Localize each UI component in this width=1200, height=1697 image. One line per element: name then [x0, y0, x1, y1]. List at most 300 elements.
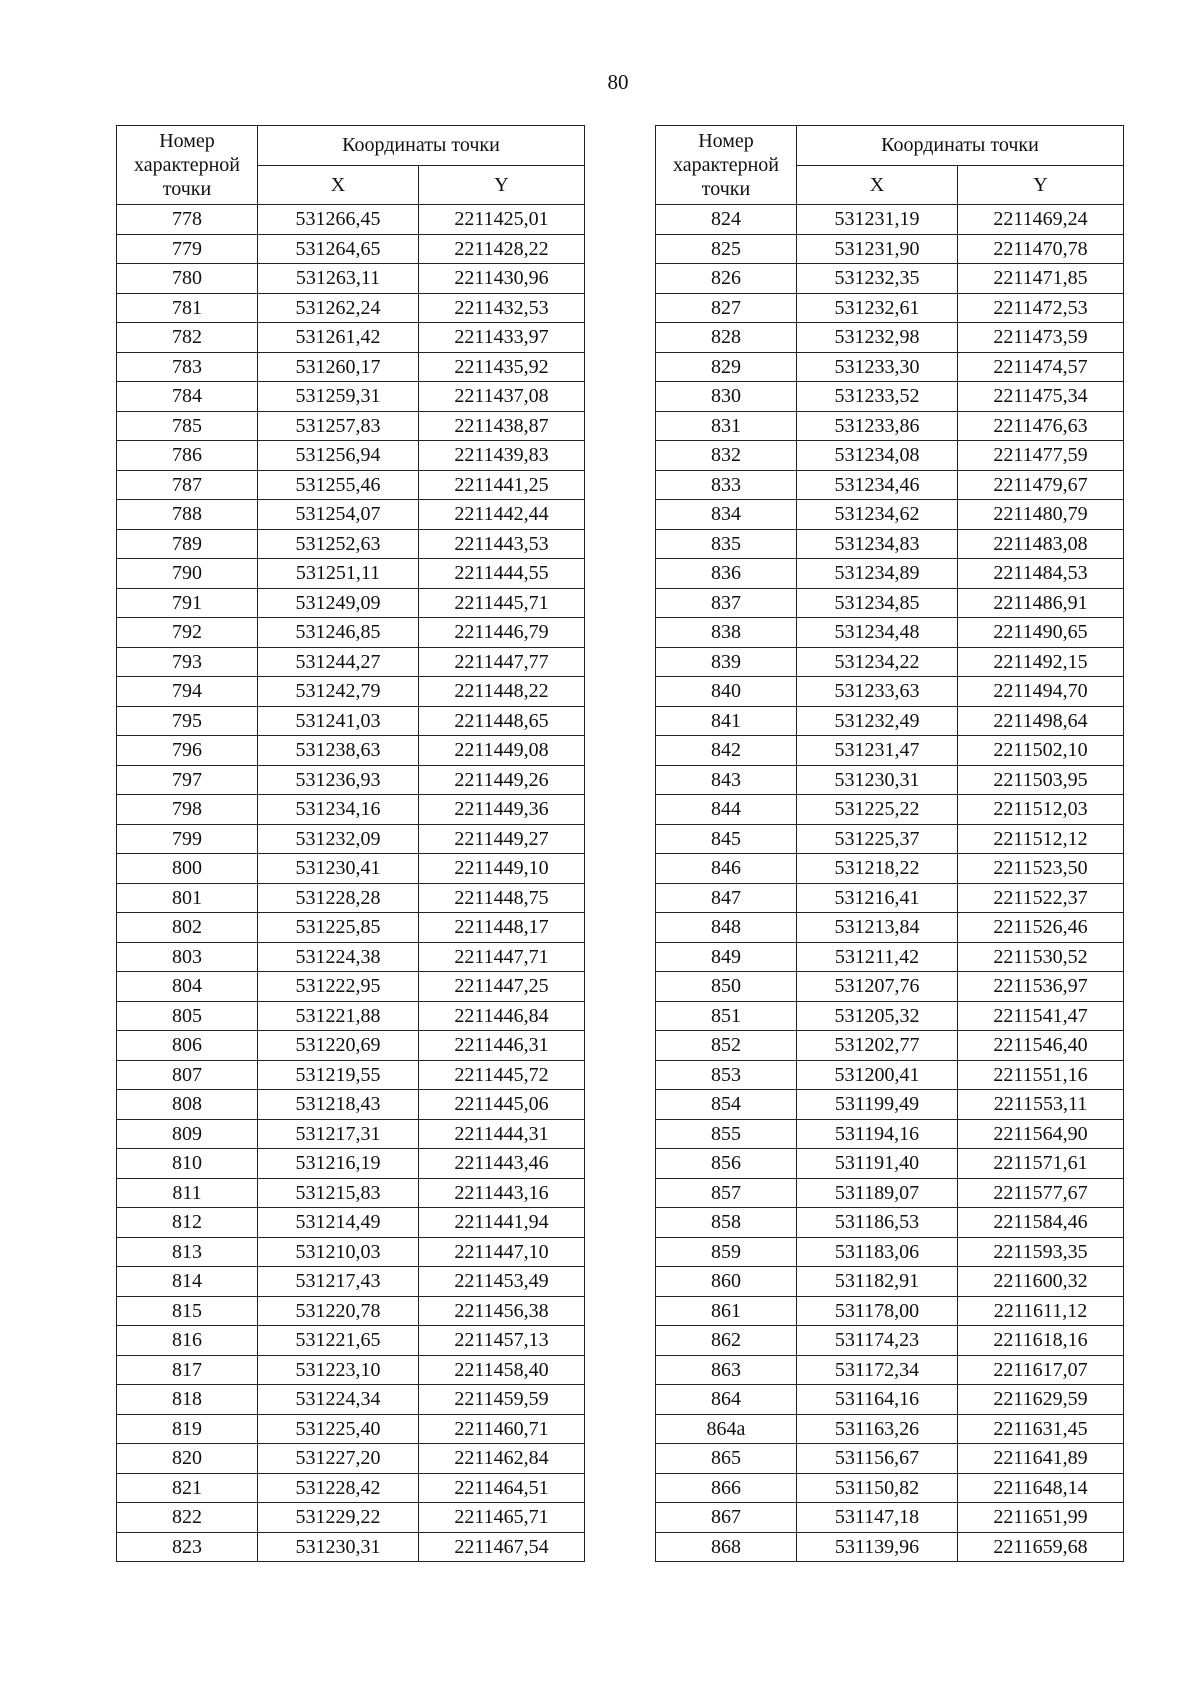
table-row [656, 1001, 1124, 1031]
point-number-cell: 820 [117, 1444, 258, 1474]
table-row [117, 972, 585, 1002]
table-row [656, 1060, 1124, 1090]
table-row [117, 264, 585, 294]
x-coordinate-cell: 531257,83 [258, 411, 419, 441]
table-row [656, 1237, 1124, 1267]
x-coordinate-cell: 531264,65 [258, 234, 419, 264]
x-coordinate-cell: 531234,85 [797, 588, 958, 618]
point-number-cell: 796 [117, 736, 258, 766]
table-row [117, 1031, 585, 1061]
x-coordinate-cell: 531150,82 [797, 1473, 958, 1503]
y-coordinate-cell: 2211641,89 [958, 1444, 1124, 1474]
x-coordinate-cell: 531231,90 [797, 234, 958, 264]
header-x: X [797, 165, 958, 205]
point-number-cell: 859 [656, 1237, 797, 1267]
x-coordinate-cell: 531244,27 [258, 647, 419, 677]
point-number-cell: 853 [656, 1060, 797, 1090]
point-number-cell: 799 [117, 824, 258, 854]
y-coordinate-cell: 2211503,95 [958, 765, 1124, 795]
point-number-cell: 822 [117, 1503, 258, 1533]
table-row [656, 677, 1124, 707]
y-coordinate-cell: 2211476,63 [958, 411, 1124, 441]
y-coordinate-cell: 2211428,22 [419, 234, 585, 264]
header-y: Y [958, 165, 1124, 205]
y-coordinate-cell: 2211536,97 [958, 972, 1124, 1002]
point-number-cell: 784 [117, 382, 258, 412]
x-coordinate-cell: 531246,85 [258, 618, 419, 648]
x-coordinate-cell: 531164,16 [797, 1385, 958, 1415]
y-coordinate-cell: 2211600,32 [958, 1267, 1124, 1297]
table-row [656, 972, 1124, 1002]
header-y: Y [419, 165, 585, 205]
x-coordinate-cell: 531232,49 [797, 706, 958, 736]
header-coordinates: Координаты точки [258, 126, 585, 166]
table-row [117, 1178, 585, 1208]
x-coordinate-cell: 531216,41 [797, 883, 958, 913]
table-row [656, 1149, 1124, 1179]
table-row [656, 1532, 1124, 1562]
y-coordinate-cell: 2211483,08 [958, 529, 1124, 559]
y-coordinate-cell: 2211460,71 [419, 1414, 585, 1444]
point-number-cell: 863 [656, 1355, 797, 1385]
y-coordinate-cell: 2211490,65 [958, 618, 1124, 648]
x-coordinate-cell: 531210,03 [258, 1237, 419, 1267]
x-coordinate-cell: 531234,89 [797, 559, 958, 589]
x-coordinate-cell: 531225,40 [258, 1414, 419, 1444]
x-coordinate-cell: 531214,49 [258, 1208, 419, 1238]
table-row [117, 1267, 585, 1297]
y-coordinate-cell: 2211448,17 [419, 913, 585, 943]
point-number-cell: 813 [117, 1237, 258, 1267]
x-coordinate-cell: 531262,24 [258, 293, 419, 323]
point-number-cell: 785 [117, 411, 258, 441]
y-coordinate-cell: 2211443,53 [419, 529, 585, 559]
point-number-cell: 810 [117, 1149, 258, 1179]
point-number-cell: 857 [656, 1178, 797, 1208]
y-coordinate-cell: 2211512,03 [958, 795, 1124, 825]
x-coordinate-cell: 531147,18 [797, 1503, 958, 1533]
x-coordinate-cell: 531233,52 [797, 382, 958, 412]
point-number-cell: 846 [656, 854, 797, 884]
point-number-cell: 788 [117, 500, 258, 530]
y-coordinate-cell: 2211551,16 [958, 1060, 1124, 1090]
table-row [117, 352, 585, 382]
table-row [117, 706, 585, 736]
y-coordinate-cell: 2211474,57 [958, 352, 1124, 382]
x-coordinate-cell: 531223,10 [258, 1355, 419, 1385]
y-coordinate-cell: 2211475,34 [958, 382, 1124, 412]
table-row [117, 559, 585, 589]
table-row [117, 854, 585, 884]
point-number-cell: 818 [117, 1385, 258, 1415]
table-body-right [656, 205, 1124, 1562]
x-coordinate-cell: 531238,63 [258, 736, 419, 766]
y-coordinate-cell: 2211446,79 [419, 618, 585, 648]
y-coordinate-cell: 2211629,59 [958, 1385, 1124, 1415]
table-row [117, 618, 585, 648]
y-coordinate-cell: 2211446,84 [419, 1001, 585, 1031]
y-coordinate-cell: 2211593,35 [958, 1237, 1124, 1267]
table-row [656, 529, 1124, 559]
x-coordinate-cell: 531224,38 [258, 942, 419, 972]
x-coordinate-cell: 531191,40 [797, 1149, 958, 1179]
y-coordinate-cell: 2211553,11 [958, 1090, 1124, 1120]
table-row [656, 1503, 1124, 1533]
point-number-cell: 787 [117, 470, 258, 500]
x-coordinate-cell: 531230,31 [258, 1532, 419, 1562]
x-coordinate-cell: 531233,63 [797, 677, 958, 707]
table-row [117, 942, 585, 972]
x-coordinate-cell: 531219,55 [258, 1060, 419, 1090]
x-coordinate-cell: 531216,19 [258, 1149, 419, 1179]
point-number-cell: 839 [656, 647, 797, 677]
table-row [117, 1355, 585, 1385]
table-row [656, 1444, 1124, 1474]
y-coordinate-cell: 2211449,27 [419, 824, 585, 854]
point-number-cell: 791 [117, 588, 258, 618]
x-coordinate-cell: 531199,49 [797, 1090, 958, 1120]
y-coordinate-cell: 2211472,53 [958, 293, 1124, 323]
point-number-cell: 860 [656, 1267, 797, 1297]
x-coordinate-cell: 531225,85 [258, 913, 419, 943]
y-coordinate-cell: 2211438,87 [419, 411, 585, 441]
point-number-cell: 868 [656, 1532, 797, 1562]
point-number-cell: 795 [117, 706, 258, 736]
table-row [656, 1296, 1124, 1326]
y-coordinate-cell: 2211448,22 [419, 677, 585, 707]
x-coordinate-cell: 531189,07 [797, 1178, 958, 1208]
x-coordinate-cell: 531256,94 [258, 441, 419, 471]
y-coordinate-cell: 2211618,16 [958, 1326, 1124, 1356]
table-row [656, 559, 1124, 589]
point-number-cell: 821 [117, 1473, 258, 1503]
table-row [117, 1473, 585, 1503]
y-coordinate-cell: 2211469,24 [958, 205, 1124, 235]
y-coordinate-cell: 2211577,67 [958, 1178, 1124, 1208]
table-row [656, 264, 1124, 294]
y-coordinate-cell: 2211541,47 [958, 1001, 1124, 1031]
y-coordinate-cell: 2211447,10 [419, 1237, 585, 1267]
table-row [117, 1119, 585, 1149]
y-coordinate-cell: 2211486,91 [958, 588, 1124, 618]
x-coordinate-cell: 531202,77 [797, 1031, 958, 1061]
table-row [117, 293, 585, 323]
point-number-cell: 848 [656, 913, 797, 943]
x-coordinate-cell: 531255,46 [258, 470, 419, 500]
point-number-cell: 850 [656, 972, 797, 1002]
x-coordinate-cell: 531211,42 [797, 942, 958, 972]
y-coordinate-cell: 2211467,54 [419, 1532, 585, 1562]
table-row [117, 411, 585, 441]
x-coordinate-cell: 531251,11 [258, 559, 419, 589]
y-coordinate-cell: 2211445,71 [419, 588, 585, 618]
table-row [656, 647, 1124, 677]
y-coordinate-cell: 2211470,78 [958, 234, 1124, 264]
page-number: 80 [607, 70, 629, 94]
x-coordinate-cell: 531260,17 [258, 352, 419, 382]
point-number-cell: 783 [117, 352, 258, 382]
x-coordinate-cell: 531233,30 [797, 352, 958, 382]
x-coordinate-cell: 531172,34 [797, 1355, 958, 1385]
table-row [117, 382, 585, 412]
point-number-cell: 844 [656, 795, 797, 825]
x-coordinate-cell: 531182,91 [797, 1267, 958, 1297]
x-coordinate-cell: 531230,31 [797, 765, 958, 795]
x-coordinate-cell: 531200,41 [797, 1060, 958, 1090]
point-number-cell: 842 [656, 736, 797, 766]
x-coordinate-cell: 531234,62 [797, 500, 958, 530]
y-coordinate-cell: 2211449,10 [419, 854, 585, 884]
x-coordinate-cell: 531218,43 [258, 1090, 419, 1120]
y-coordinate-cell: 2211471,85 [958, 264, 1124, 294]
x-coordinate-cell: 531213,84 [797, 913, 958, 943]
point-number-cell: 805 [117, 1001, 258, 1031]
table-row [117, 736, 585, 766]
x-coordinate-cell: 531254,07 [258, 500, 419, 530]
x-coordinate-cell: 531205,32 [797, 1001, 958, 1031]
point-number-cell: 861 [656, 1296, 797, 1326]
y-coordinate-cell: 2211448,75 [419, 883, 585, 913]
y-coordinate-cell: 2211457,13 [419, 1326, 585, 1356]
point-number-cell: 862 [656, 1326, 797, 1356]
table-row [656, 1031, 1124, 1061]
table-row [117, 1385, 585, 1415]
point-number-cell: 780 [117, 264, 258, 294]
point-number-cell: 864а [656, 1414, 797, 1444]
point-number-cell: 834 [656, 500, 797, 530]
y-coordinate-cell: 2211446,31 [419, 1031, 585, 1061]
x-coordinate-cell: 531236,93 [258, 765, 419, 795]
x-coordinate-cell: 531222,95 [258, 972, 419, 1002]
table-row [117, 765, 585, 795]
table-row [656, 824, 1124, 854]
x-coordinate-cell: 531234,22 [797, 647, 958, 677]
x-coordinate-cell: 531230,41 [258, 854, 419, 884]
y-coordinate-cell: 2211447,71 [419, 942, 585, 972]
table-row [117, 500, 585, 530]
y-coordinate-cell: 2211447,77 [419, 647, 585, 677]
x-coordinate-cell: 531234,08 [797, 441, 958, 471]
x-coordinate-cell: 531261,42 [258, 323, 419, 353]
x-coordinate-cell: 531227,20 [258, 1444, 419, 1474]
y-coordinate-cell: 2211449,26 [419, 765, 585, 795]
y-coordinate-cell: 2211648,14 [958, 1473, 1124, 1503]
y-coordinate-cell: 2211441,25 [419, 470, 585, 500]
x-coordinate-cell: 531259,31 [258, 382, 419, 412]
table-row [656, 1208, 1124, 1238]
header-x: X [258, 165, 419, 205]
table-row [656, 883, 1124, 913]
table-row [117, 205, 585, 235]
y-coordinate-cell: 2211442,44 [419, 500, 585, 530]
y-coordinate-cell: 2211437,08 [419, 382, 585, 412]
x-coordinate-cell: 531232,35 [797, 264, 958, 294]
x-coordinate-cell: 531194,16 [797, 1119, 958, 1149]
table-row [117, 1414, 585, 1444]
table-row [656, 1119, 1124, 1149]
x-coordinate-cell: 531156,67 [797, 1444, 958, 1474]
x-coordinate-cell: 531252,63 [258, 529, 419, 559]
x-coordinate-cell: 531221,88 [258, 1001, 419, 1031]
x-coordinate-cell: 531263,11 [258, 264, 419, 294]
point-number-cell: 786 [117, 441, 258, 471]
x-coordinate-cell: 531207,76 [797, 972, 958, 1002]
x-coordinate-cell: 531174,23 [797, 1326, 958, 1356]
x-coordinate-cell: 531232,09 [258, 824, 419, 854]
point-number-cell: 802 [117, 913, 258, 943]
point-number-cell: 829 [656, 352, 797, 382]
table-row [656, 706, 1124, 736]
point-number-cell: 789 [117, 529, 258, 559]
table-row [117, 677, 585, 707]
x-coordinate-cell: 531234,16 [258, 795, 419, 825]
point-number-cell: 811 [117, 1178, 258, 1208]
table-row [656, 588, 1124, 618]
x-coordinate-cell: 531241,03 [258, 706, 419, 736]
x-coordinate-cell: 531232,61 [797, 293, 958, 323]
header-coordinates: Координаты точки [797, 126, 1124, 166]
y-coordinate-cell: 2211571,61 [958, 1149, 1124, 1179]
y-coordinate-cell: 2211462,84 [419, 1444, 585, 1474]
y-coordinate-cell: 2211492,15 [958, 647, 1124, 677]
table-row [656, 1326, 1124, 1356]
x-coordinate-cell: 531228,42 [258, 1473, 419, 1503]
point-number-cell: 866 [656, 1473, 797, 1503]
point-number-cell: 778 [117, 205, 258, 235]
x-coordinate-cell: 531249,09 [258, 588, 419, 618]
point-number-cell: 803 [117, 942, 258, 972]
point-number-cell: 779 [117, 234, 258, 264]
x-coordinate-cell: 531233,86 [797, 411, 958, 441]
table-row [117, 1149, 585, 1179]
point-number-cell: 841 [656, 706, 797, 736]
x-coordinate-cell: 531186,53 [797, 1208, 958, 1238]
point-number-cell: 833 [656, 470, 797, 500]
table-row [117, 529, 585, 559]
x-coordinate-cell: 531231,19 [797, 205, 958, 235]
point-number-cell: 797 [117, 765, 258, 795]
table-row [117, 588, 585, 618]
x-coordinate-cell: 531225,22 [797, 795, 958, 825]
table-row [117, 883, 585, 913]
y-coordinate-cell: 2211651,99 [958, 1503, 1124, 1533]
y-coordinate-cell: 2211435,92 [419, 352, 585, 382]
table-row [656, 293, 1124, 323]
point-number-cell: 845 [656, 824, 797, 854]
x-coordinate-cell: 531183,06 [797, 1237, 958, 1267]
point-number-cell: 782 [117, 323, 258, 353]
table-row [656, 1414, 1124, 1444]
point-number-cell: 858 [656, 1208, 797, 1238]
table-row [117, 1090, 585, 1120]
table-row [117, 1503, 585, 1533]
point-number-cell: 865 [656, 1444, 797, 1474]
x-coordinate-cell: 531178,00 [797, 1296, 958, 1326]
point-number-cell: 838 [656, 618, 797, 648]
point-number-cell: 843 [656, 765, 797, 795]
point-number-cell: 855 [656, 1119, 797, 1149]
table-row [117, 913, 585, 943]
table-row [656, 411, 1124, 441]
x-coordinate-cell: 531218,22 [797, 854, 958, 884]
x-coordinate-cell: 531224,34 [258, 1385, 419, 1415]
y-coordinate-cell: 2211448,65 [419, 706, 585, 736]
point-number-cell: 867 [656, 1503, 797, 1533]
table-row [656, 854, 1124, 884]
y-coordinate-cell: 2211456,38 [419, 1296, 585, 1326]
table-row [656, 323, 1124, 353]
table-row [656, 913, 1124, 943]
y-coordinate-cell: 2211480,79 [958, 500, 1124, 530]
table-row [656, 352, 1124, 382]
y-coordinate-cell: 2211425,01 [419, 205, 585, 235]
x-coordinate-cell: 531139,96 [797, 1532, 958, 1562]
point-number-cell: 852 [656, 1031, 797, 1061]
table-row [656, 736, 1124, 766]
table-row [117, 1060, 585, 1090]
x-coordinate-cell: 531221,65 [258, 1326, 419, 1356]
x-coordinate-cell: 531217,43 [258, 1267, 419, 1297]
table-row [117, 441, 585, 471]
point-number-cell: 849 [656, 942, 797, 972]
point-number-cell: 851 [656, 1001, 797, 1031]
y-coordinate-cell: 2211522,37 [958, 883, 1124, 913]
table-row [656, 795, 1124, 825]
y-coordinate-cell: 2211444,55 [419, 559, 585, 589]
point-number-cell: 814 [117, 1267, 258, 1297]
point-number-cell: 781 [117, 293, 258, 323]
y-coordinate-cell: 2211443,46 [419, 1149, 585, 1179]
table-row [656, 234, 1124, 264]
x-coordinate-cell: 531234,48 [797, 618, 958, 648]
x-coordinate-cell: 531215,83 [258, 1178, 419, 1208]
point-number-cell: 804 [117, 972, 258, 1002]
point-number-cell: 832 [656, 441, 797, 471]
table-row [656, 500, 1124, 530]
y-coordinate-cell: 2211432,53 [419, 293, 585, 323]
x-coordinate-cell: 531225,37 [797, 824, 958, 854]
x-coordinate-cell: 531229,22 [258, 1503, 419, 1533]
y-coordinate-cell: 2211430,96 [419, 264, 585, 294]
point-number-cell: 800 [117, 854, 258, 884]
point-number-cell: 856 [656, 1149, 797, 1179]
point-number-cell: 847 [656, 883, 797, 913]
point-number-cell: 828 [656, 323, 797, 353]
point-number-cell: 840 [656, 677, 797, 707]
y-coordinate-cell: 2211584,46 [958, 1208, 1124, 1238]
point-number-cell: 806 [117, 1031, 258, 1061]
y-coordinate-cell: 2211445,06 [419, 1090, 585, 1120]
y-coordinate-cell: 2211564,90 [958, 1119, 1124, 1149]
point-number-cell: 798 [117, 795, 258, 825]
table-row [656, 618, 1124, 648]
point-number-cell: 816 [117, 1326, 258, 1356]
y-coordinate-cell: 2211526,46 [958, 913, 1124, 943]
table-row [656, 765, 1124, 795]
point-number-cell: 819 [117, 1414, 258, 1444]
y-coordinate-cell: 2211449,08 [419, 736, 585, 766]
point-number-cell: 790 [117, 559, 258, 589]
table-row [117, 1326, 585, 1356]
point-number-cell: 817 [117, 1355, 258, 1385]
point-number-cell: 831 [656, 411, 797, 441]
point-number-cell: 824 [656, 205, 797, 235]
x-coordinate-cell: 531228,28 [258, 883, 419, 913]
y-coordinate-cell: 2211473,59 [958, 323, 1124, 353]
y-coordinate-cell: 2211458,40 [419, 1355, 585, 1385]
y-coordinate-cell: 2211464,51 [419, 1473, 585, 1503]
y-coordinate-cell: 2211523,50 [958, 854, 1124, 884]
